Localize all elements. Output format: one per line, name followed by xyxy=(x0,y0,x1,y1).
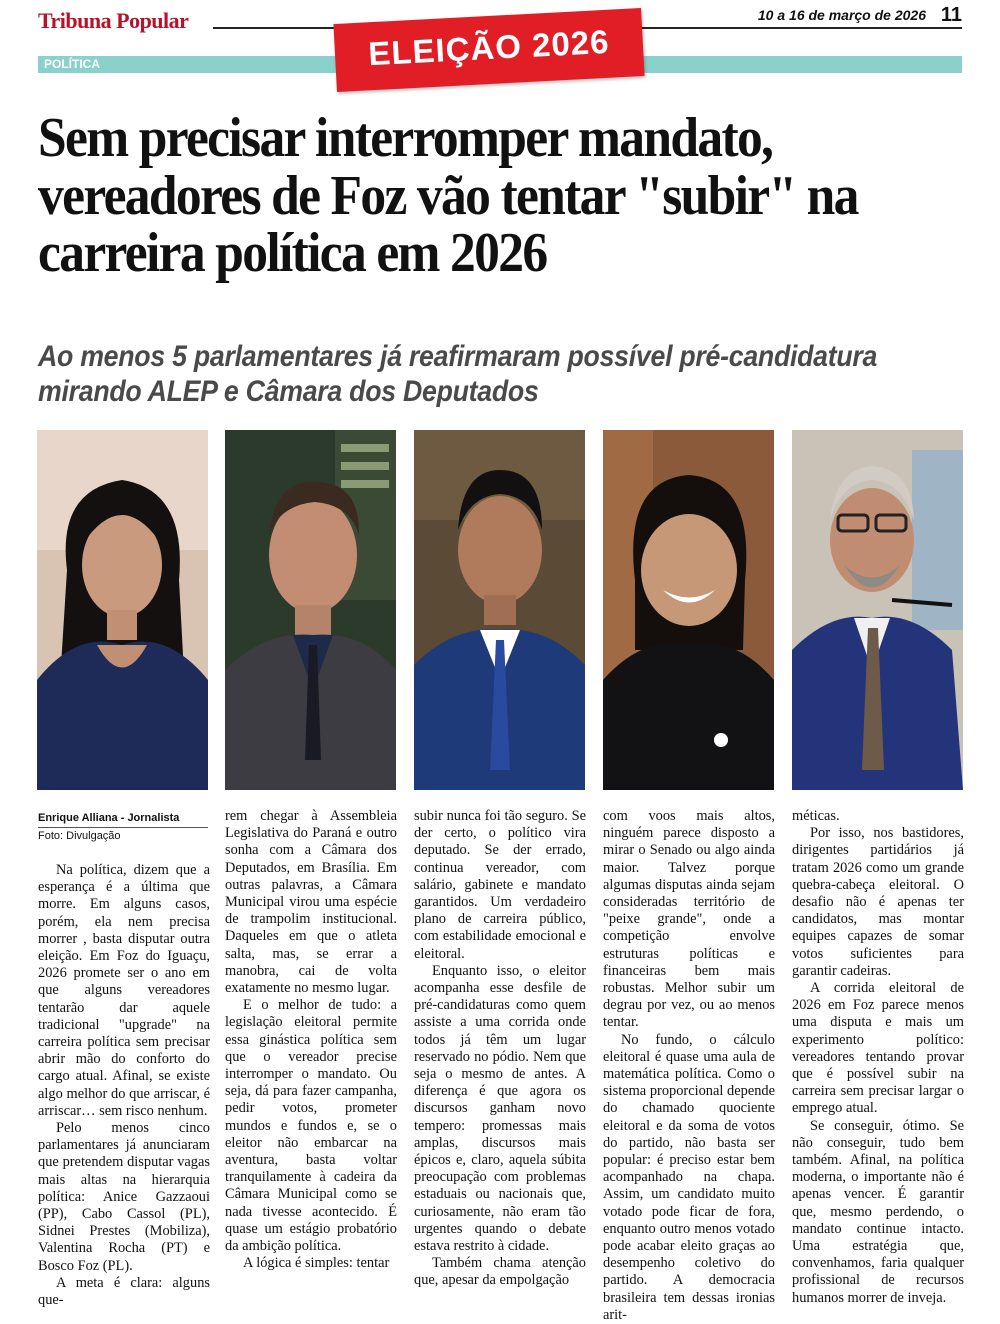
paragraph: Se conseguir, ótimo. Se não conseguir, tudo bem também. Afinal, na política moderna, o importante não é apenas vencer. É garantir que, mesmo perdendo, o mandato continue intacto. Uma estratégia que, convenhamos, faria qualquer profissional de recursos humanos morrer de inveja. xyxy=(792,1117,964,1306)
paragraph: No fundo, o cálculo eleitoral é quase uma aula de matemática política. Como o sistema proporcional depende do chamado quociente eleitoral e da soma de votos do partido, não basta ser popular: é preciso estar bem acompanhado na chapa. Assim, um candidato muito votado pode ficar de fora, enquanto outro menos votado pode acabar eleito graças ao desempenho coletivo do partido. A democracia brasileira tem dessas ironias arit- xyxy=(603,1031,775,1323)
paragraph: Também chama atenção que, apesar da empolgação xyxy=(414,1255,586,1289)
photo-councilor-4 xyxy=(603,430,774,790)
photo-councilor-3 xyxy=(414,430,585,790)
section-label: POLÍTICA xyxy=(44,57,100,71)
headline: Sem precisar interromper mandato, vereadores de Foz vão tentar "subir" na carreira política em 2026 xyxy=(38,107,858,285)
byline: Enrique Alliana - Jornalista xyxy=(38,812,180,824)
paragraph: A lógica é simples: tentar xyxy=(243,1255,390,1272)
paragraph: E o melhor de tudo: a legislação eleitoral permite essa ginástica política sem que o vereador precise interromper o mandato. Ou seja, dá para fazer campanha, pedir votos, prometer mundos e fundos e, se o eleitor não embarcar na aventura, basta voltar tranquilamente à cadeira da Câmara Municipal como se nada tivesse acontecido. É quase um estágio probatório da ambição política. xyxy=(225,997,397,1255)
article-column-2 xyxy=(225,808,397,1272)
paragraph: Por isso, nos bastidores, dirigentes partidários já tratam 2026 como um grande quebra-cabeça eleitoral. O desafio não é apenas ter candidatos, mas montar equipes capazes de somar votos suficientes para garantir cadeiras. xyxy=(792,825,964,979)
paragraph: méticas. xyxy=(792,808,840,824)
banner-text: ELEIÇÃO 2026 xyxy=(367,22,611,73)
paragraph: Enquanto isso, o eleitor acompanha esse desfile de pré-candidaturas como quem assiste a uma corrida onde todos já têm um lugar reservado no pódio. Nem que seja o mesmo de antes. A diferença é que agora os discursos ganham novo tempero: promessas mais amplas, discursos mais épicos e, claro, aquela súbita preocupação com problemas estaduais ou nacionais que, curiosamente, não eram tão urgentes quando o debate estava restrito à cidade. xyxy=(414,962,586,1255)
article-column-4 xyxy=(603,808,775,1324)
photo-councilor-5 xyxy=(792,430,963,790)
paragraph: A corrida eleitoral de 2026 em Foz parece menos uma disputa e mais um experimento político: vereadores tentando provar que é possível subir na carreira sem precisar largar o emprego atual. xyxy=(792,980,964,1117)
article-column-3 xyxy=(414,808,586,1290)
issue-date: 10 a 16 de março de 2026 xyxy=(752,7,932,23)
paragraph: Na política, dizem que a esperança é a última que morre. Em alguns casos, porém, ela nem precisa morrer , basta disputar outra eleição. Em Foz do Iguaçu, 2026 promete ser o ano em que alguns vereadores tentarão dar aquele tradicional "upgrade" na carreira política sem precisar abrir mão do conforto do cargo atual. Afinal, se existe algo melhor do que arriscar, é arriscar… sem risco nenhum. xyxy=(38,862,210,1119)
paragraph: com voos mais altos, ninguém parece disposto a mirar o Senado ou algo ainda maior. Talvez porque algumas disputas ainda sejam consideradas território de "peixe grande", onde a competição envolve estruturas políticas e financeiras bem mais robustas. Melhor subir um degrau por vez, ou ao menos tentar. xyxy=(603,808,775,1031)
paragraph: Pelo menos cinco parlamentares já anunciaram que pretendem disputar vagas mais altas na hierarquia política: Anice Gazzaoui (PP), Cabo Cassol (PL), Sidnei Prestes (Mobiliza), Valentina Rocha (PT) e Bosco Foz (PL). xyxy=(38,1120,210,1274)
paragraph: rem chegar à Assembleia Legislativa do Paraná e outro sonha com a Câmara dos Deputados, em Brasília. Em outras palavras, a Câmara Municipal virou uma espécie de trampolim institucional. Daqueles em que o atleta salta, mas, se errar a manobra, cai de volta exatamente no mesmo lugar. xyxy=(225,808,397,997)
photo-credit: Foto: Divulgação xyxy=(38,830,121,842)
newspaper-name: Tribuna Popular xyxy=(38,8,189,33)
paragraph: subir nunca foi tão seguro. Se der certo, o político vira deputado. Se der errado, continua vereador, com salário, gabinete e mandato garantidos. Um verdadeiro plano de carreira público, com estabilidade emocional e eleitoral. xyxy=(414,808,586,962)
photo-councilor-2 xyxy=(225,430,396,790)
paragraph: A meta é clara: alguns que- xyxy=(38,1274,210,1309)
photo-councilor-1 xyxy=(37,430,208,790)
page-number: 11 xyxy=(940,4,962,26)
byline-rule xyxy=(38,827,208,828)
article-column-5 xyxy=(792,808,964,1307)
article-column-1 xyxy=(38,862,210,1309)
subheadline: Ao menos 5 parlamentares já reafirmaram possível pré-candidatura mirando ALEP e Câmara dos Deputados xyxy=(38,340,878,408)
